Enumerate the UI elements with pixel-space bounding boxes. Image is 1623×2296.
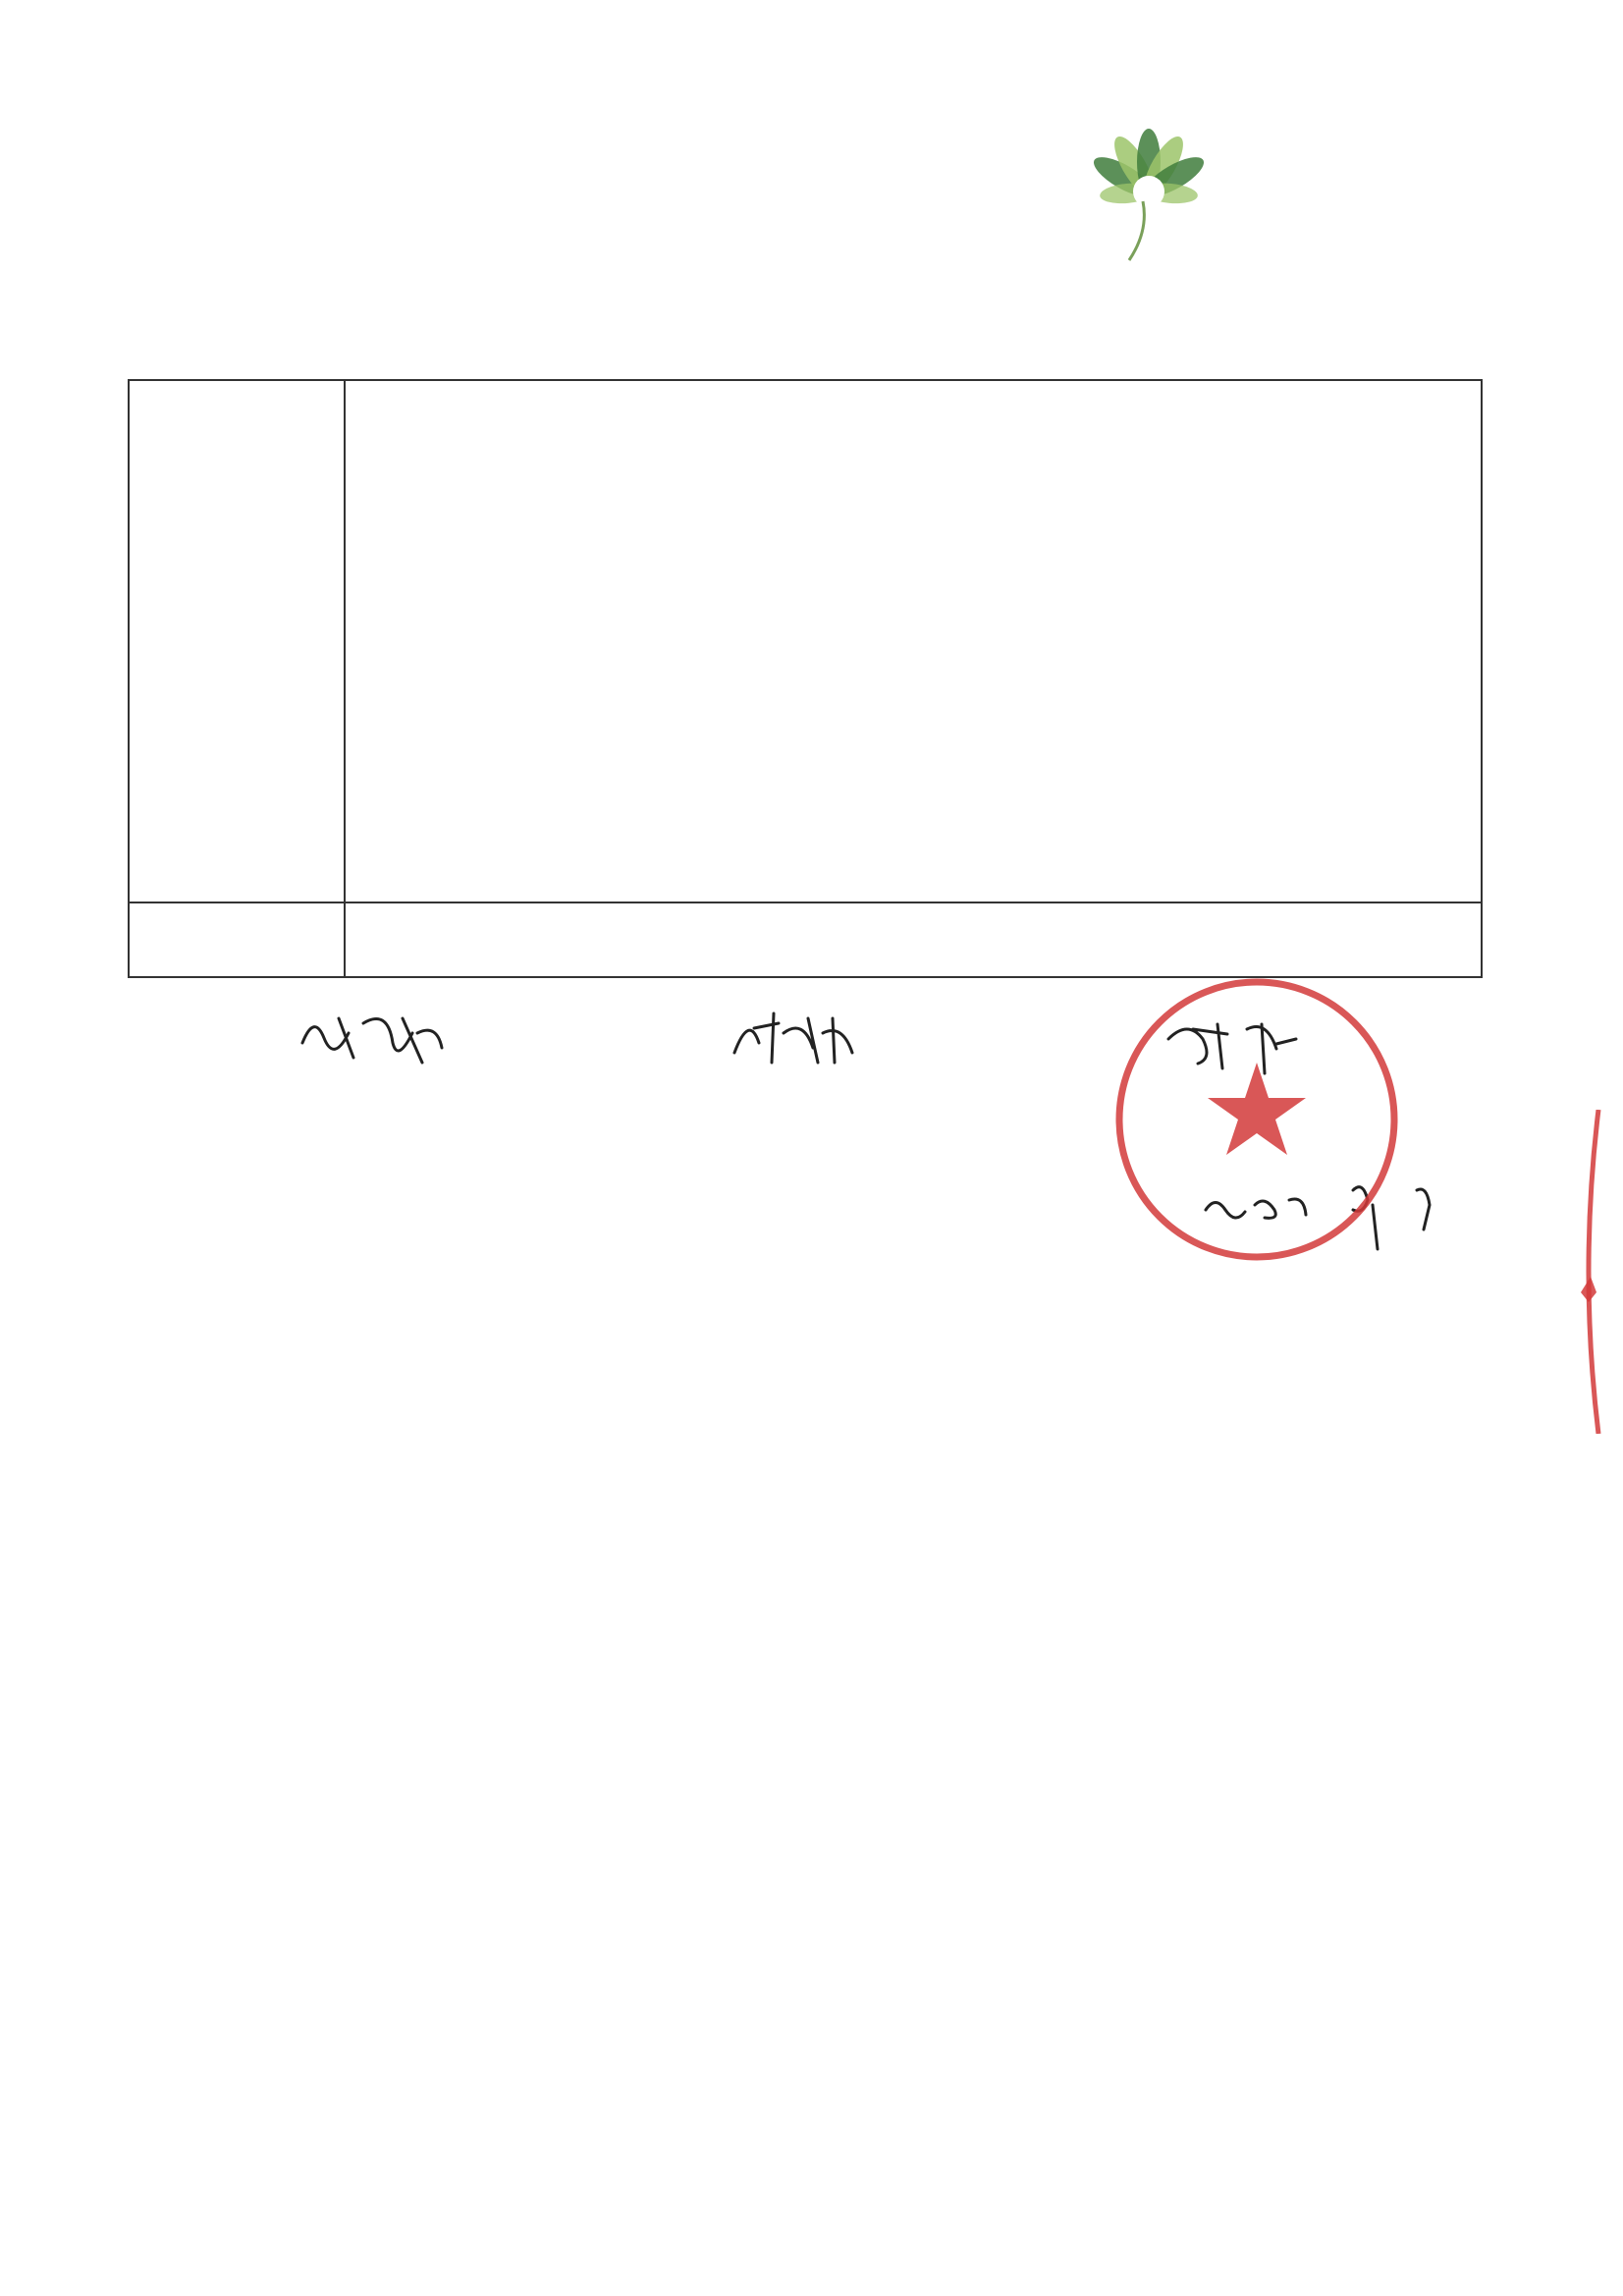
company-logo	[1060, 123, 1483, 280]
reviewer-signature	[725, 1004, 862, 1072]
edge-seal	[1569, 1110, 1608, 1434]
result-table	[128, 379, 1483, 978]
flower-logo-icon	[1060, 123, 1237, 280]
table-row-divider	[130, 902, 1481, 903]
compiler-signature	[295, 1004, 452, 1072]
company-seal	[1109, 972, 1404, 1267]
table-column-divider	[344, 381, 346, 976]
